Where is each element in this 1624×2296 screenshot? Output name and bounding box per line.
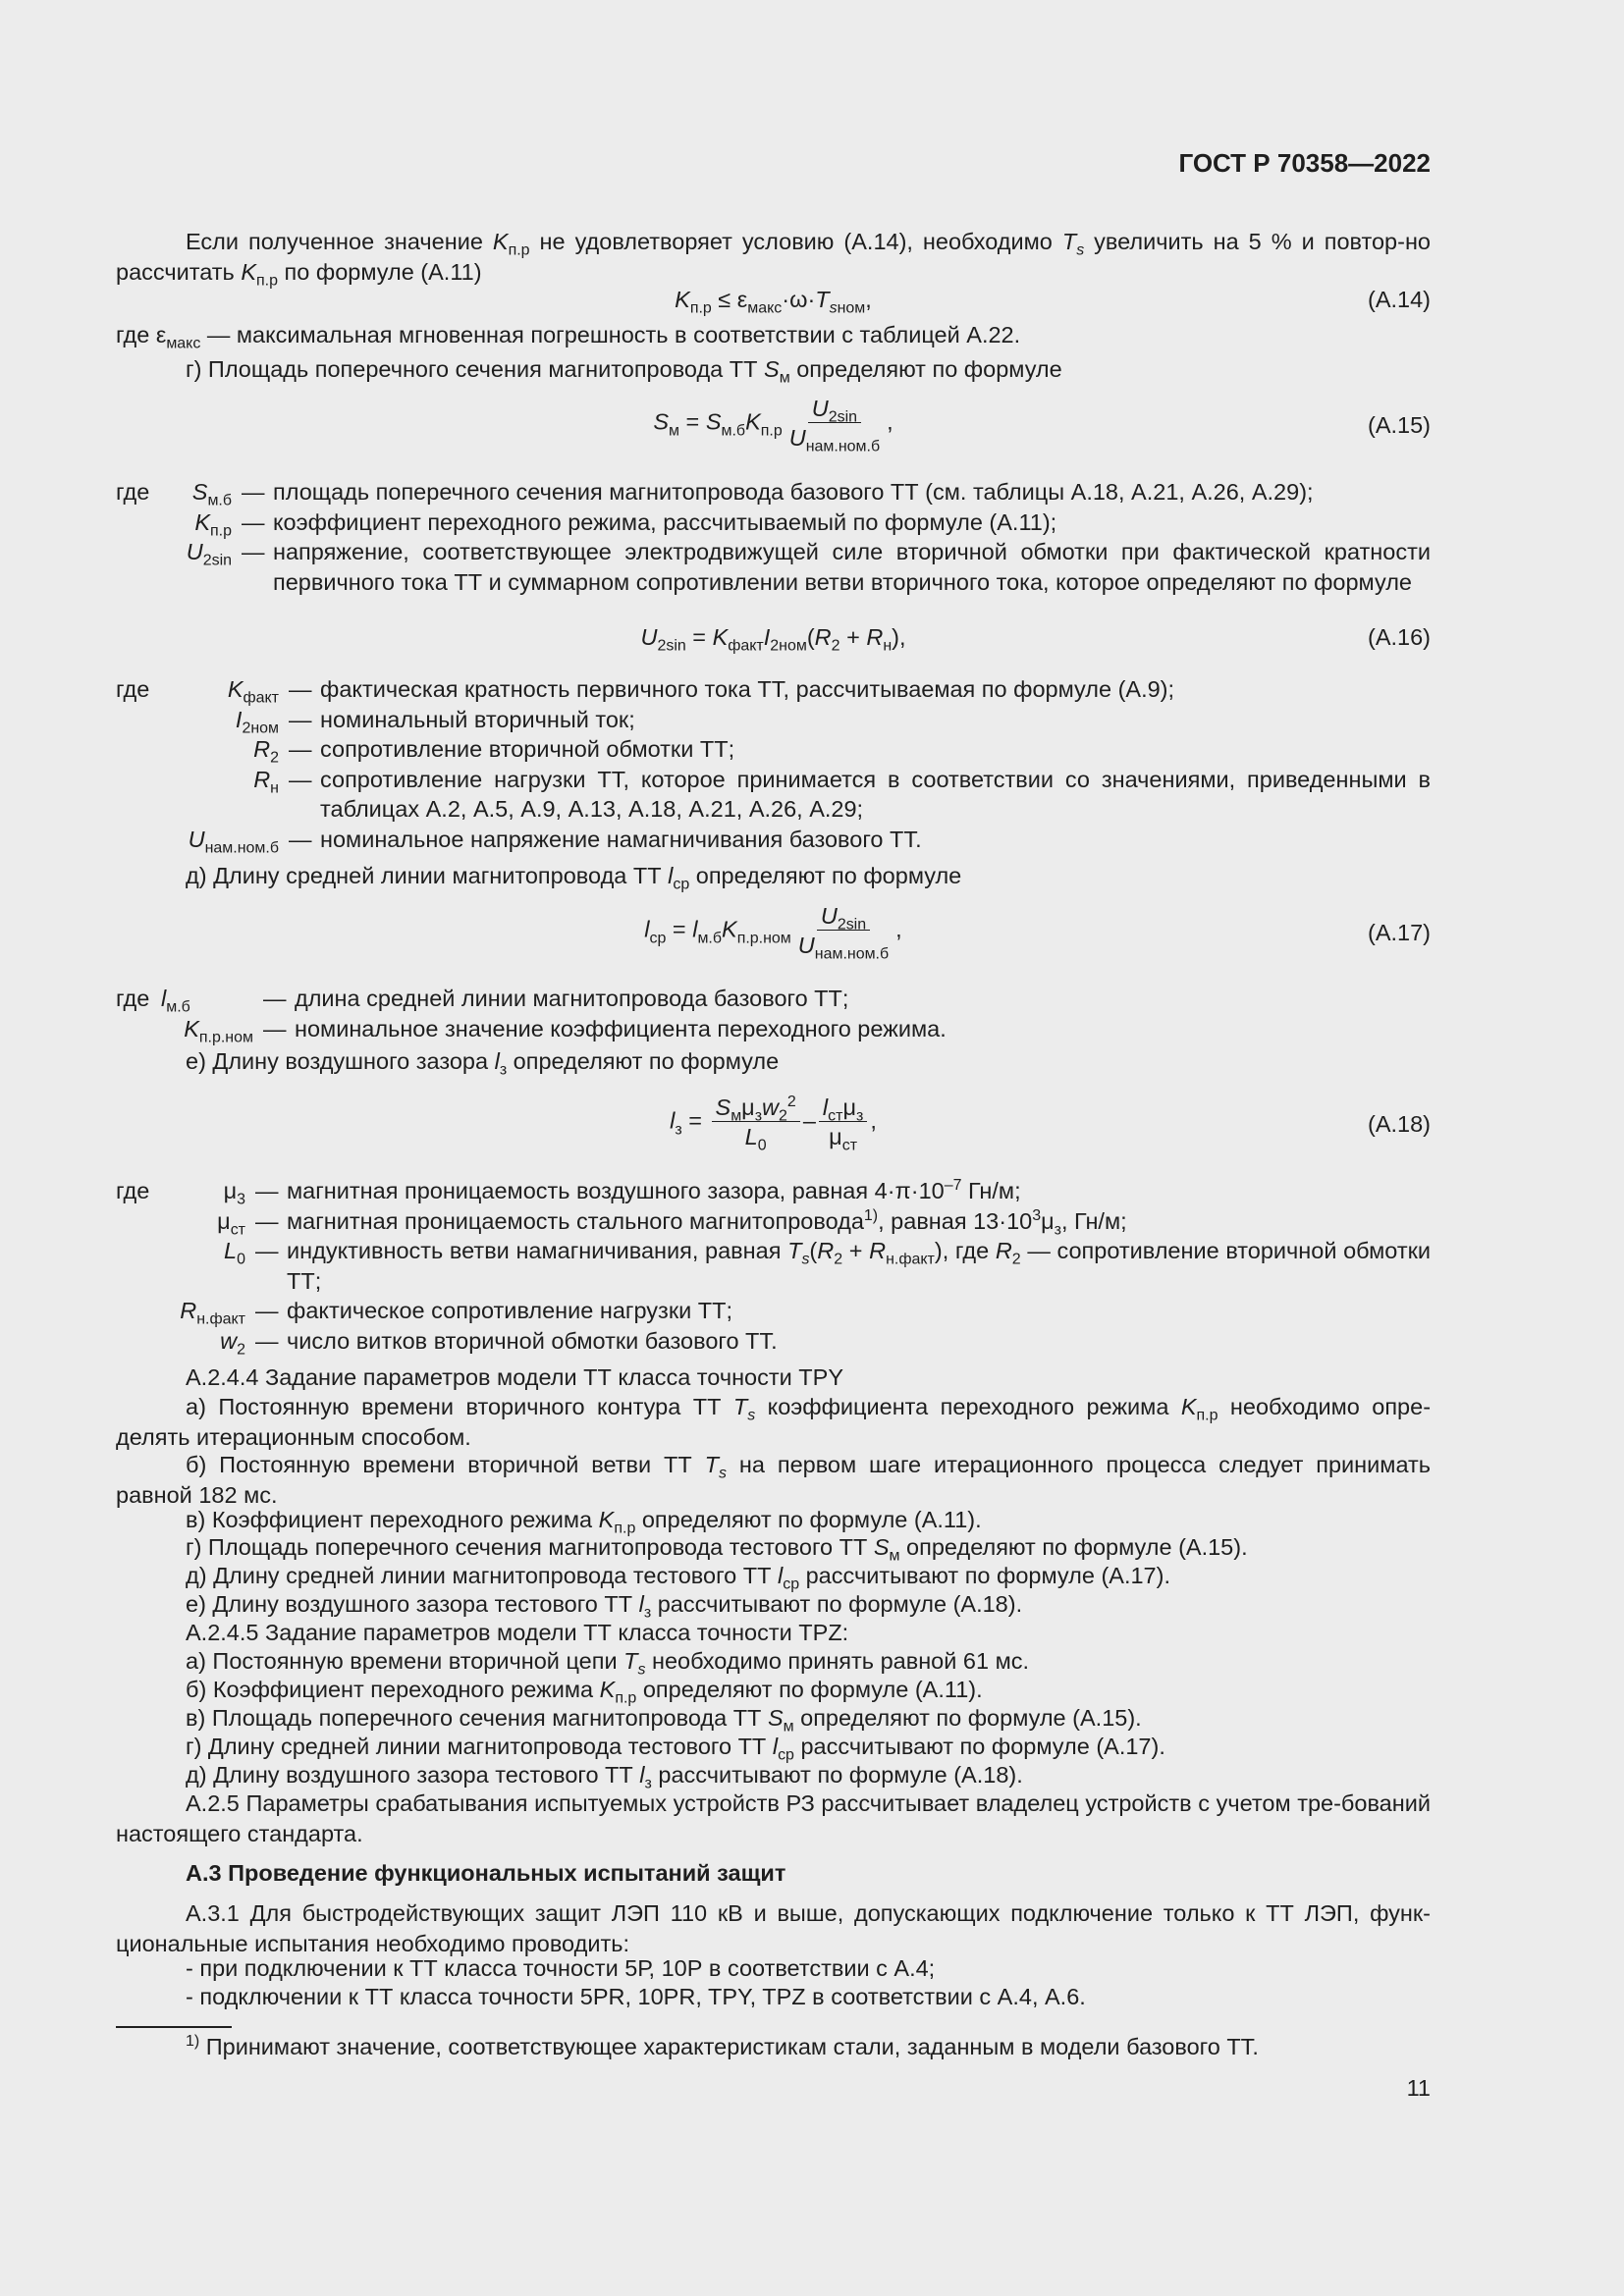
tpy-item-g: г) Площадь поперечного сечения магнитопровода тестового ТТ $S_м$ определяют по формуле (А.15). — [186, 1534, 1248, 1565]
section-heading-a3: А.3 Проведение функциональных испытаний защит — [186, 1860, 786, 1886]
legend-a17: где $l_{м.б}$ — длина средней линии магнитопровода базового ТТ; $K_{п.р.ном}$ — номинальное значение коэффициента переходного режима. — [116, 986, 947, 1046]
legend-a16: где $K_{факт}$ — фактическая кратность первичного тока ТТ, рассчитываемая по формуле (А.9); $I_{2ном}$ — номинальный вторичный ток; $R_2$ — сопротивление вторичной обмотки ТТ; $R_н$ — сопротивление нагрузки ТТ, которое принимается в соответствии со значениями, приведенными в таблицах А.2, А.5, А.9, А.13, А.18, А.21, А.26, А.29; $U_{нам.ном.б}$ — номинальное напряжение намагничивания базового ТТ. — [116, 676, 1431, 857]
equation-number: (А.17) — [1368, 920, 1431, 945]
legend-a18: где $\mu_3$ — магнитная проницаемость воздушного зазора, равная $4\cdot\pi\cdot 10^{-7}$ Гн/м; $\mu_{ст}$ — магнитная проницаемость стального магнитопровода$^{1)}$, равная $13\cdot 10^3\mu_з$, Гн/м; $L_0$ — индуктивность ветви намагничивания, равная $T_s(R_2 + R_{н.факт})$, где $R_2$ — сопротивление вторичной обмотки ТТ; $R_{н.факт}$ — фактическое сопротивление нагрузки ТТ; $w_2$ — число витков вторичной обмотки базового ТТ. — [116, 1177, 1431, 1359]
footnote-divider — [116, 2026, 232, 2028]
equation-number: (А.16) — [1368, 624, 1431, 650]
tpz-item-v: в) Площадь поперечного сечения магнитопровода ТТ $S_м$ определяют по формуле (А.15). — [186, 1705, 1142, 1735]
list-item: - подключении к ТТ класса точности 5PR, 10PR, TPY, TPZ в соответствии с А.4, А.6. — [186, 1984, 1086, 2009]
tpz-item-a: а) Постоянную времени вторичной цепи $T_s$ необходимо принять равной 61 мс. — [186, 1648, 1030, 1679]
list-item: - при подключении к ТТ класса точности 5Р, 10Р в соответствии с А.4; — [186, 1955, 936, 1981]
tpy-item-v: в) Коэффициент переходного режима $K_{п.р}$ определяют по формуле (А.11). — [186, 1507, 982, 1537]
tpz-item-d: д) Длину воздушного зазора тестового ТТ $l_з$ рассчитывают по формуле (А.18). — [186, 1762, 1023, 1792]
section-tpz-title: А.2.4.5 Задание параметров модели ТТ класса точности TPZ: — [186, 1620, 849, 1645]
paragraph-e-gap: е) Длину воздушного зазора $l_з$ определяют по формуле — [186, 1048, 780, 1079]
document-code: ГОСТ Р 70358—2022 — [1178, 148, 1431, 178]
equation-a17: $l_{ср} = l_{м.б}K_{п.р.ном}$ $\frac{U_{2sin}}{U_{нам.ном.б}}$ , (А.17) — [644, 903, 1431, 963]
paragraph-condition: Если полученное значение $K_{п.р}$ не удовлетворяет условию (А.14), необходимо $T_s$ увеличить на 5 % и повтор-но рассчитать $K_{п.р}$ по формуле (А.11) — [116, 229, 1431, 290]
equation-number: (А.15) — [1368, 412, 1431, 438]
equation-a15: $S_м = S_{м.б}K_{п.р}$ $\frac{U_{2sin}}{U_{нам.ном.б}}$ , (А.15) — [653, 396, 1431, 455]
equation-a16: $U_{2sin} = K_{факт}I_{2ном}(R_2 + R_н)$, (А.16) — [640, 624, 1431, 655]
equation-number: (А.14) — [1368, 287, 1431, 312]
tpz-item-g: г) Длину средней линии магнитопровода тестового ТТ $l_{ср}$ рассчитывают по формуле (А.17). — [186, 1734, 1165, 1764]
tpy-item-a: а) Постоянную времени вторичного контура ТТ $T_s$ коэффициента переходного режима $K_{п.р}$ необходимо опре-делять итерационным способом. — [116, 1394, 1432, 1450]
tpy-item-e: е) Длину воздушного зазора тестового ТТ $l_з$ рассчитывают по формуле (А.18). — [186, 1591, 1023, 1622]
equation-a18: $l_з$ = $\frac{S_м\mu_зw_2^2}{L_0}$ – $\frac{l_{ст}\mu_з}{\mu_{ст}}$ , (А.18) — [670, 1094, 1431, 1154]
tpz-item-b: б) Коэффициент переходного режима $K_{п.р}$ определяют по формуле (А.11). — [186, 1677, 983, 1707]
tpy-item-b: б) Постоянную времени вторичной ветви ТТ $T_s$ на первом шаге итерационного процесса следует принимать равной 182 мс. — [116, 1452, 1431, 1508]
equation-number: (А.18) — [1368, 1111, 1431, 1137]
definition-eps: где $\varepsilon_{макс}$ — максимальная мгновенная погрешность в соответствии с таблицей А.22. — [116, 322, 1021, 352]
section-tpy-title: А.2.4.4 Задание параметров модели ТТ класса точности TPY — [186, 1364, 844, 1390]
tpy-item-d: д) Длину средней линии магнитопровода тестового ТТ $l_{ср}$ рассчитывают по формуле (А.17). — [186, 1563, 1170, 1593]
equation-a14: $K_{п.р} \le \varepsilon_{макс}\cdot\omega\cdot T_{sном}$, (А.14) — [675, 287, 1431, 317]
footnote: $^{1)}$ Принимают значение, соответствующее характеристикам стали, заданным в модели базового ТТ. — [186, 2033, 1259, 2059]
legend-a15: где $S_{м.б}$ — площадь поперечного сечения магнитопровода базового ТТ (см. таблицы А.18, А.21, А.26, А.29); $K_{п.р}$ — коэффициент переходного режима, рассчитываемый по формуле (А.11); $U_{2sin}$ — напряжение, соответствующее электродвижущей силе вторичной обмотки при фактической кратности первичного тока ТТ и суммарном сопротивлении ветви вторичного тока, которое определяют по формуле — [116, 479, 1431, 595]
page-number: 11 — [1406, 2075, 1431, 2101]
paragraph-d-length: д) Длину средней линии магнитопровода ТТ $l_{ср}$ определяют по формуле — [186, 863, 962, 893]
paragraph-a25: А.2.5 Параметры срабатывания испытуемых устройств РЗ рассчитывает владелец устройств с учетом тре-бований настоящего стандарта. — [116, 1790, 1431, 1846]
paragraph-g-section: г) Площадь поперечного сечения магнитопровода ТТ $S_м$ определяют по формуле — [186, 356, 1062, 387]
paragraph-a31: А.3.1 Для быстродействующих защит ЛЭП 110 кВ и выше, допускающих подключение только к ТТ ЛЭП, функ-циональные испытания необходимо проводить: — [116, 1900, 1431, 1956]
